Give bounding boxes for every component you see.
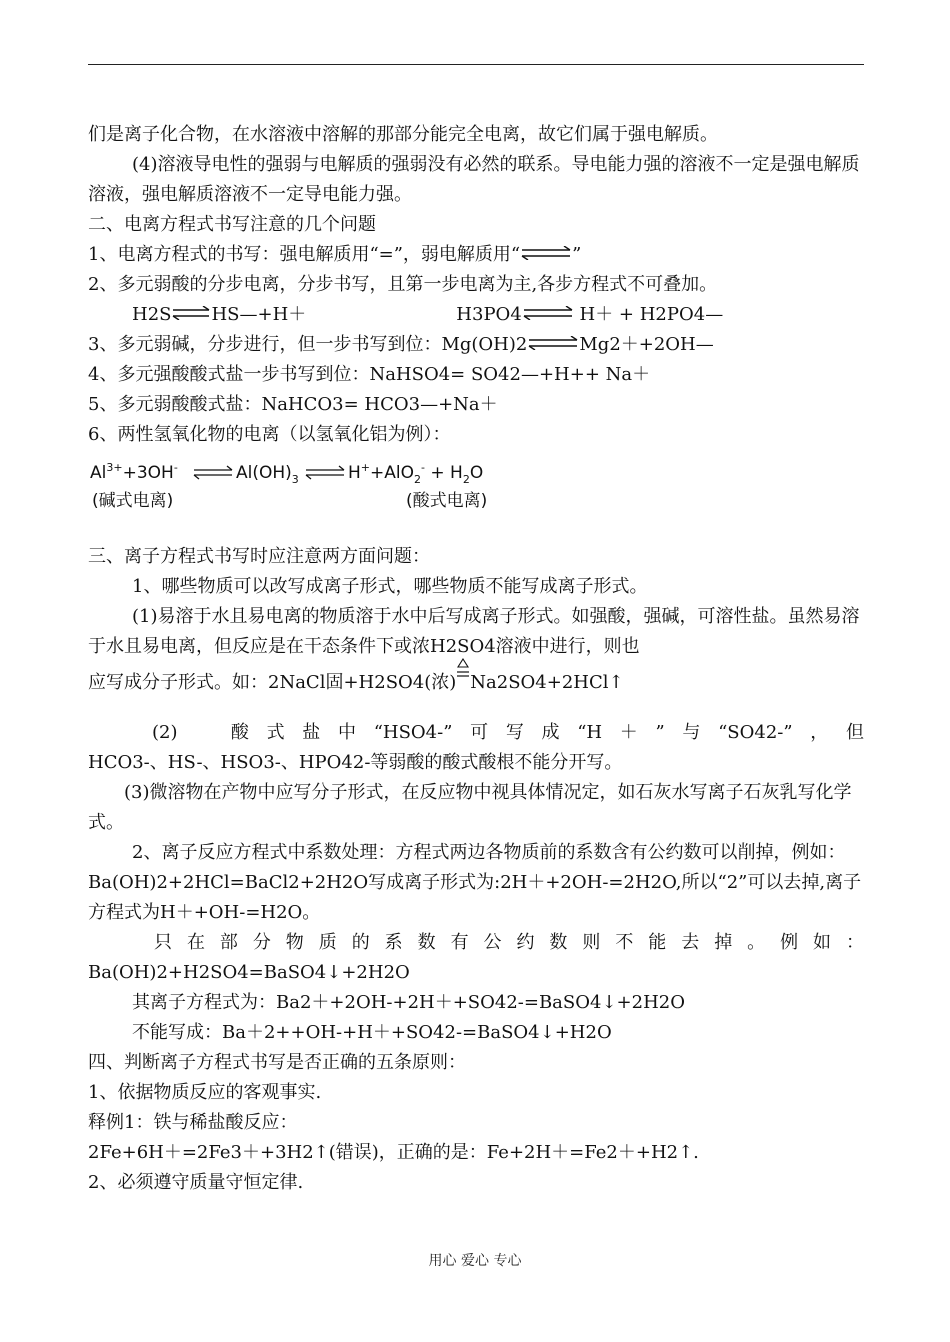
paragraph: 2、离子反应方程式中系数处理：方程式两边各物质前的系数含有公约数可以削掉，例如： — [132, 842, 846, 863]
svg-text:Al(OH)3: $Al(OH)_3$ — [236, 463, 299, 486]
header-rule — [88, 64, 864, 65]
text-span: Na2SO4+2HCl↑ — [470, 672, 624, 693]
text-span: Mg2＋+2OH— — [579, 334, 714, 355]
text-line: 6、两性氢氧化物的电离（以氢氧化铝为例）： — [88, 424, 451, 445]
amphoteric-equation-figure — [88, 458, 864, 518]
reversible-arrow-icon — [522, 304, 574, 325]
text-line: 2Fe+6H＋=2Fe3＋+3H2↑(错误)，正确的是：Fe+2H＋=Fe2＋+H2↑. — [88, 1142, 699, 1163]
text-line: 释例1：铁与稀盐酸反应： — [88, 1112, 298, 1133]
text-line: 其离子方程式为：Ba2＋+2OH-+2H＋+SO42-=BaSO4↓+2H2O — [132, 992, 685, 1013]
fig-label-acid: (酸式电离) — [406, 491, 488, 511]
svg-text:Al3++3OH-: $Al^{3+}+3OH^-$ — [90, 461, 178, 483]
spacer — [88, 518, 864, 542]
text-line: 们是离子化合物，在水溶液中溶解的那部分能完全电离，故它们属于强电解质。 — [88, 124, 718, 145]
section-heading: 二、电离方程式书写注意的几个问题 — [88, 214, 376, 235]
paragraph: (3)微溶物在产物中应写分子形式，在反应物中视具体情况定，如石灰水写离子石灰乳写化学式。 — [88, 782, 852, 833]
text-line: 2、多元弱酸的分步电离，分步书写，且第一步电离为主,各步方程式不可叠加。 — [88, 274, 718, 295]
section-heading: 三、离子方程式书写时应注意两方面问题： — [88, 546, 430, 567]
text-line: (2) 酸式盐中“HSO4-”可写成“H＋”与“SO42-”，但 — [152, 722, 864, 743]
text-span: 3、多元弱碱，分步进行，但一步书写到位：Mg(OH)2 — [88, 334, 528, 355]
reversible-arrow-icon — [527, 334, 579, 355]
eq-text: H2S — [132, 304, 172, 325]
text-line — [88, 330, 864, 360]
section-heading: 四、判断离子方程式书写是否正确的五条原则： — [88, 1052, 466, 1073]
text-line: 5、多元弱酸酸式盐：NaHCO3= HCO3—+Na＋ — [88, 394, 498, 415]
document-body — [88, 120, 864, 1198]
text-line: 1、依据物质反应的客观事实. — [88, 1082, 322, 1103]
reversible-arrow-icon — [520, 244, 572, 265]
text-line — [88, 240, 864, 270]
eq-text: H＋ + H2PO4— — [573, 304, 724, 325]
fig-label-base: (碱式电离) — [92, 491, 174, 511]
text-line: 2、必须遵守质量守恒定律. — [88, 1172, 304, 1193]
svg-text:H++AlO2- + H2O: $H^++AlO_2^- + H_2O$ — [348, 461, 484, 486]
text-line: 4、多元强酸酸式盐一步书写到位：NaHSO4= SO42—+H++ Na＋ — [88, 364, 651, 385]
text-span: 应写成分子形式。如：2NaCl固+H2SO4(浓) — [88, 672, 457, 693]
reversible-arrow-icon — [171, 304, 211, 325]
text-line: HCO3-、HS-、HSO3-、HPO42-等弱酸的酸式酸根不能分开写。 — [88, 752, 623, 773]
text-span: 1、电离方程式的书写：强电解质用“=”，弱电解质用“ — [88, 244, 521, 265]
text-line: Ba(OH)2+H2SO4=BaSO4↓+2H2O — [88, 962, 410, 983]
text-line — [88, 662, 864, 704]
spacer — [88, 704, 864, 718]
paragraph: (4)溶液导电性的强弱与电解质的强弱没有必然的联系。导电能力强的溶液不一定是强电解质溶液，强电解质溶液不一定导电能力强。 — [88, 154, 860, 205]
page-footer: 用心 爱心 专心 — [428, 1253, 522, 1269]
text-span: ” — [572, 244, 582, 265]
paragraph: Ba(OH)2+2HCl=BaCl2+2H2O写成离子形式为:2H＋+2OH-=2H2O,所以“2”可以去掉,离子方程式为H＋+OH-=H2O。 — [88, 872, 862, 923]
heat-equals-icon — [456, 668, 470, 688]
eq-text: H3PO4 — [456, 304, 522, 325]
equation-line — [88, 300, 864, 330]
paragraph: (1)易溶于水且易电离的物质溶于水中后写成离子形式。如强酸，强碱，可溶性盐。虽然易溶于水且易电离，但反应是在干态条件下或浓H2SO4溶液中进行，则也 — [88, 606, 860, 657]
eq-text: HS—+H＋ — [211, 304, 307, 325]
text-line: 1、哪些物质可以改写成离子形式，哪些物质不能写成离子形式。 — [132, 576, 648, 597]
text-line: 只在部分物质的系数有公约数则不能去掉。例如： — [154, 932, 864, 953]
text-line: 不能写成：Ba＋2++OH-+H＋+SO42-=BaSO4↓+H2O — [132, 1022, 612, 1043]
